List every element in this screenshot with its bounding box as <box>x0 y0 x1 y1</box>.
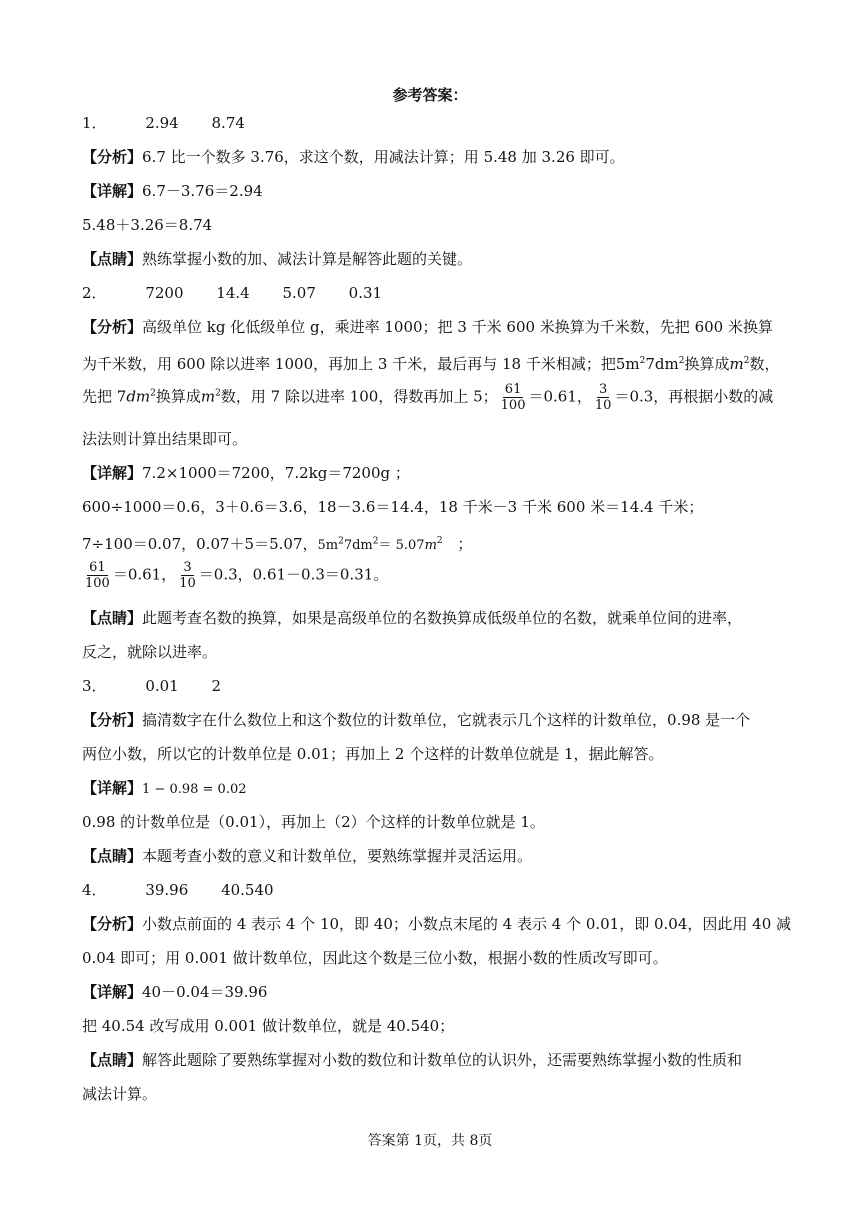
q3-analysis <box>82 710 782 730</box>
q1-comment-text: 熟练掌握小数的加、减法计算是解答此题的关键。 <box>142 250 473 268</box>
q3-answer-line <box>82 676 782 696</box>
frac-denominator: 10 <box>179 576 196 591</box>
q2-detail-text-4a: ＝0.61， <box>112 565 177 584</box>
q4-comment <box>82 1050 782 1070</box>
comment-tag: 【点睛】 <box>82 250 143 268</box>
q4-number: 4． <box>82 881 107 899</box>
q3-detail-2: 0.98 的计数单位是（0.01），再加上（2）个这样的计数单位就是 1。 <box>82 813 545 831</box>
q4-detail-text-1: 40－0.04＝39.96 <box>142 983 268 1001</box>
fraction-61-100 <box>83 560 112 591</box>
q4-answer-1: 39.96 <box>145 881 189 899</box>
q4-answer-line <box>82 880 782 900</box>
comment-tag: 【点睛】 <box>82 609 143 627</box>
sup-2: 2 <box>678 356 685 366</box>
q2-analysis-l1 <box>82 317 782 337</box>
unit-dm: dm <box>654 355 679 373</box>
q2-analysis-text-3b: 换算成 <box>155 387 201 406</box>
analysis-tag: 【分析】 <box>82 148 143 166</box>
q2-analysis-text-3d: ＝0.61， <box>528 387 592 406</box>
q2-comment <box>82 608 782 628</box>
expr-5m2-7dm2: $5m^27dm^2$ <box>317 536 379 553</box>
detail-tag: 【详解】 <box>82 182 143 200</box>
page-footer: 答案第 1页，共 8页 <box>367 1133 493 1149</box>
q3-comment-text: 本题考查小数的意义和计数单位，要熟练掌握并灵活运用。 <box>142 847 533 865</box>
expr-5m2-7dm2: $5m^27dm^2$ <box>615 355 685 373</box>
q2-analysis-text-2c: 数， <box>749 355 780 373</box>
q2-detail-text-3c: ； <box>457 535 473 553</box>
frac-numerator: 61 <box>504 382 522 397</box>
unit-dm: dm <box>126 387 151 406</box>
sup-2: 2 <box>639 356 646 366</box>
analysis-tag: 【分析】 <box>82 915 143 933</box>
fraction-3-10 <box>593 382 614 413</box>
q2-analysis-text-2b: 换算成 <box>684 355 730 373</box>
frac-denominator: 100 <box>500 398 526 413</box>
q2-detail-4 <box>82 560 782 591</box>
q4-answer-2: 40.540 <box>221 881 274 899</box>
expr-5m: 5m <box>615 355 640 373</box>
frac-numerator: 3 <box>183 560 192 575</box>
q2-detail-2: 600÷1000＝0.6，3＋0.6＝3.6，18－3.6＝14.4，18 千米－3 千米 600 米＝14.4 千米； <box>82 498 704 516</box>
expr-5m: 5m <box>317 538 339 553</box>
detail-tag: 【详解】 <box>82 983 143 1001</box>
q4-comment-2: 减法计算。 <box>82 1085 158 1103</box>
q1-answer-1: 2.94 <box>145 114 179 132</box>
q3-analysis-text-1: 搞清数字在什么数位上和这个数位的计数单位，它就表示几个这样的计数单位，0.98 是一个 <box>142 711 751 729</box>
sup-2: 2 <box>338 536 344 547</box>
sup-2: 2 <box>436 536 443 546</box>
q1-comment <box>82 249 782 269</box>
q2-answer-1: 7200 <box>145 284 184 302</box>
unit-m: m <box>729 355 744 373</box>
detail-tag: 【详解】 <box>82 779 143 797</box>
q1-number: 1． <box>82 114 107 132</box>
detail-tag: 【详解】 <box>82 464 143 482</box>
q3-answer-2: 2 <box>211 677 222 695</box>
sup-2: 2 <box>150 388 156 399</box>
analysis-tag: 【分析】 <box>82 711 143 729</box>
q2-answer-line <box>82 283 782 303</box>
frac-denominator: 10 <box>594 398 612 413</box>
frac-numerator: 61 <box>89 560 106 575</box>
unit-dm: dm <box>352 538 373 553</box>
analysis-tag: 【分析】 <box>82 318 143 336</box>
q1-analysis <box>82 147 782 167</box>
q2-analysis-text-3e: ＝0.3，再根据小数的减 <box>614 387 774 406</box>
q2-analysis-text-3a: 先把 7 <box>82 387 127 406</box>
q2-number: 2． <box>82 284 107 302</box>
page-title: 参考答案： <box>392 86 468 104</box>
q3-detail <box>82 778 782 800</box>
frac-numerator: 3 <box>599 382 608 397</box>
q2-detail-text-1: 7.2×1000＝7200，7.2kg＝7200g ； <box>142 464 410 482</box>
fraction-3-10 <box>177 560 198 591</box>
q2-comment-text-1: 此题考查名数的换算，如果是高级单位的名数换算成低级单位的名数，就乘单位间的进率， <box>142 609 743 627</box>
sup-2: 2 <box>372 536 379 547</box>
q2-detail-3 <box>82 531 782 556</box>
q1-detail-text-1: 6.7－3.76＝2.94 <box>142 182 263 200</box>
q4-comment-text-1: 解答此题除了要熟练掌握对小数的数位和计数单位的认识外，还需要熟练掌握小数的性质和 <box>142 1051 743 1069</box>
q1-detail-2: 5.48＋3.26＝8.74 <box>82 216 213 234</box>
q2-analysis-text-3c: 数，用 7 除以进率 100，得数再加上 5； <box>220 387 498 406</box>
q2-analysis-text-1: 高级单位 kg 化低级单位 g，乘进率 1000；把 3 千米 600 米换算为千米数，先把 600 米换算 <box>142 318 773 336</box>
fraction-61-100 <box>499 382 528 413</box>
q2-answer-2: 14.4 <box>216 284 250 302</box>
q1-detail <box>82 181 782 201</box>
q2-analysis-l2 <box>82 351 782 374</box>
frac-denominator: 100 <box>85 576 110 591</box>
q1-answer-line <box>82 113 782 133</box>
q3-number: 3． <box>82 677 107 695</box>
q4-detail-2: 把 40.54 改写成用 0.001 做计数单位，就是 40.540； <box>82 1017 455 1035</box>
q3-analysis-2: 两位小数，所以它的计数单位是 0.01；再加上 2 个这样的计数单位就是 1，据此解答。 <box>82 745 664 763</box>
sup-2: 2 <box>743 356 750 366</box>
unit-m: m <box>424 538 437 553</box>
q2-detail-text-3a: 7÷100＝0.07，0.07＋5＝5.07， <box>82 535 318 553</box>
q2-analysis-l4: 法法则计算出结果即可。 <box>82 430 248 448</box>
q2-comment-2: 反之，就除以进率。 <box>82 643 218 661</box>
q4-analysis-2: 0.04 即可；用 0.001 做计数单位，因此这个数是三位小数，根据小数的性质改写即可。 <box>82 949 668 967</box>
q3-detail-text-1: 1 − 0.98 = 0.02 <box>142 782 247 797</box>
q4-analysis <box>82 914 792 934</box>
q4-analysis-text-1: 小数点前面的 4 表示 4 个 10，即 40；小数点末尾的 4 表示 4 个 0.01，即 0.04，因此用 40 减 <box>142 915 792 933</box>
comment-tag: 【点睛】 <box>82 1051 143 1069</box>
q3-comment <box>82 846 782 866</box>
q2-detail-text-3b: ＝ 5.07 <box>378 538 425 553</box>
q2-answer-4: 0.31 <box>348 284 383 302</box>
q2-answer-3: 5.07 <box>282 284 316 302</box>
sup-2: 2 <box>215 388 221 399</box>
unit-m: m <box>200 387 216 406</box>
q2-analysis-text-2a: 为千米数，用 600 除以进率 1000，再加上 3 千米，最后再与 18 千米相减；把 <box>82 355 616 373</box>
q2-analysis-l3 <box>82 382 782 413</box>
q1-analysis-text: 6.7 比一个数多 3.76，求这个数，用减法计算；用 5.48 加 3.26 即可。 <box>142 148 625 166</box>
q2-detail <box>82 463 782 483</box>
q2-detail-text-4b: ＝0.3，0.61－0.3＝0.31。 <box>198 565 389 584</box>
q4-detail <box>82 982 782 1002</box>
comment-tag: 【点睛】 <box>82 847 143 865</box>
q1-answer-2: 8.74 <box>211 114 245 132</box>
q3-answer-1: 0.01 <box>145 677 179 695</box>
